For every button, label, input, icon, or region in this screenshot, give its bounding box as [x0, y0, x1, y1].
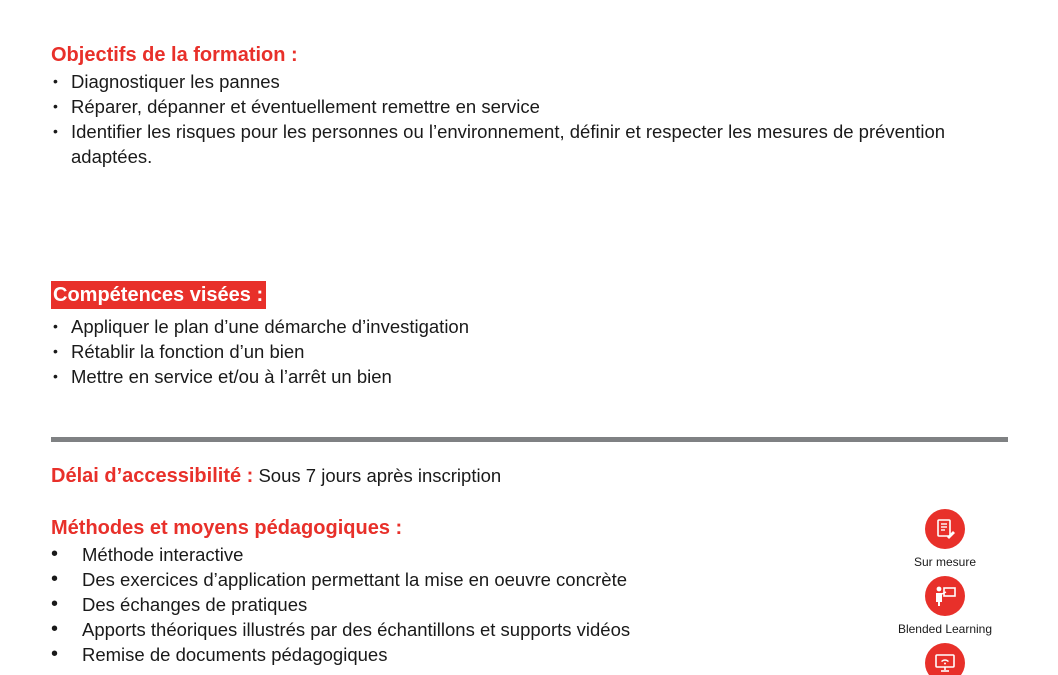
objectifs-title: Objectifs de la formation :	[51, 44, 298, 66]
document-pen-icon	[925, 509, 965, 549]
presenter-board-icon	[925, 576, 965, 616]
badge-third	[870, 643, 1020, 675]
list-item: • Remise de documents pédagogiques	[51, 642, 871, 667]
competences-title: Compétences visées :	[51, 281, 266, 309]
methodes-list	[51, 542, 871, 667]
monitor-wifi-icon	[925, 643, 965, 675]
list-item: • Identifier les risques pour les personnes ou l’environnement, définir et respecter les mesures de prévention adaptées.	[51, 119, 991, 169]
list-item: • Des exercices d’application permettant la mise en oeuvre concrète	[51, 567, 871, 592]
methodes-title: Méthodes et moyens pédagogiques :	[51, 517, 403, 539]
list-item: • Diagnostiquer les pannes	[51, 69, 991, 94]
competences-list	[51, 314, 951, 389]
list-item: • Appliquer le plan d’une démarche d’investigation	[51, 314, 951, 339]
delai-value: Sous 7 jours après inscription	[258, 465, 502, 486]
delai-line	[51, 463, 501, 489]
badge-blended-learning	[870, 576, 1020, 636]
list-item: • Méthode interactive	[51, 542, 871, 567]
list-item: • Apports théoriques illustrés par des échantillons et supports vidéos	[51, 617, 871, 642]
list-item: • Réparer, dépanner et éventuellement remettre en service	[51, 94, 991, 119]
objectifs-list	[51, 69, 991, 169]
badge-caption: Sur mesure	[913, 555, 977, 569]
section-divider	[51, 437, 1008, 442]
badge-caption: Blended Learning	[897, 622, 993, 636]
list-item: • Rétablir la fonction d’un bien	[51, 339, 951, 364]
list-item: • Mettre en service et/ou à l’arrêt un bien	[51, 364, 951, 389]
delai-label: Délai d’accessibilité :	[51, 465, 254, 487]
list-item: • Des échanges de pratiques	[51, 592, 871, 617]
badge-sur-mesure	[870, 509, 1020, 569]
